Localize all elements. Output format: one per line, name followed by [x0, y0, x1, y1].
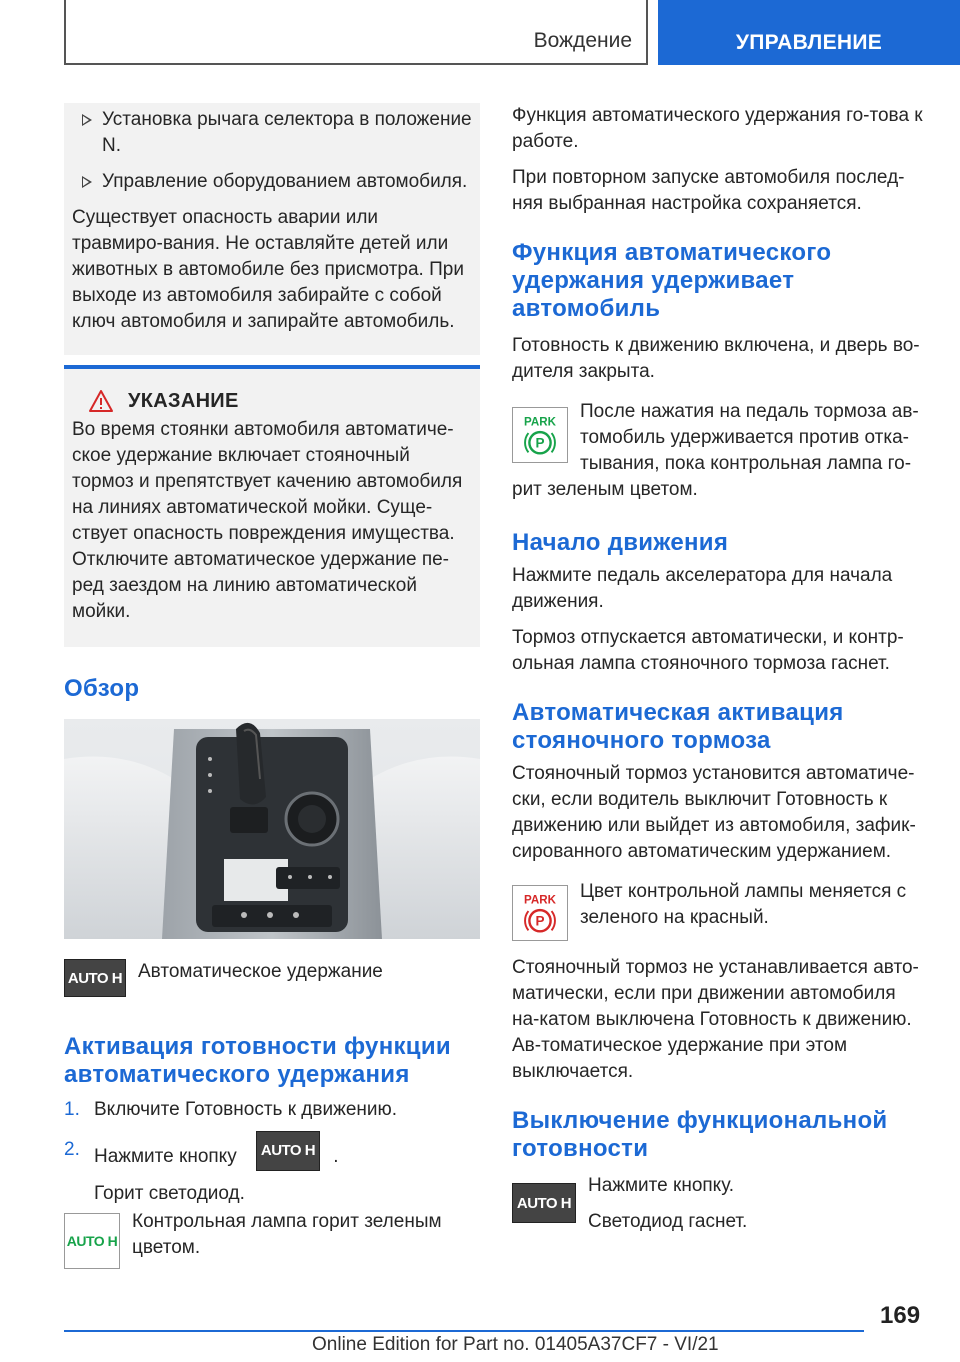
- svg-text:P: P: [535, 435, 545, 451]
- paragraph: Функция автоматического удержания го-това к работе.: [512, 105, 923, 152]
- park-red-icon: [512, 885, 568, 941]
- activation-steps: [64, 1097, 480, 1177]
- park-red-row: [512, 879, 926, 941]
- paragraph: Тормоз отпускается автоматически, и контр-ольная лампа стояночного тормоза гаснет.: [512, 627, 904, 674]
- park-red-text: Цвет контрольной лампы меняется с зеленого на красный.: [580, 881, 907, 928]
- deactivate-heading: Выключение функциональной готовности: [512, 1107, 888, 1162]
- auto-h-caption-row: [64, 959, 480, 997]
- activation-heading: Активация готовности функции автоматического удержания: [64, 1033, 451, 1088]
- svg-text:PARK: PARK: [524, 416, 556, 429]
- header-chapter-title: УПРАВЛЕНИЕ: [735, 31, 883, 54]
- paragraph: Готовность к движению включена, и дверь во-дителя закрыта.: [512, 335, 920, 382]
- lamp-row: [64, 1213, 480, 1269]
- footer-divider: [64, 1330, 864, 1332]
- auto-h-icon[interactable]: AUTO H: [512, 1183, 576, 1223]
- paragraph: Нажмите педаль акселератора для начала движения.: [512, 565, 893, 612]
- svg-text:P: P: [535, 913, 545, 929]
- led-text: Горит светодиод.: [94, 1183, 245, 1204]
- svg-text:PARK: PARK: [524, 894, 556, 907]
- console-illustration: [64, 719, 480, 939]
- photo-caption: Автоматическое удержание: [138, 961, 383, 982]
- park-green-row: [512, 399, 926, 477]
- hold-heading: Функция автоматического удержания удерживает автомобиль: [512, 239, 832, 322]
- note-box: [64, 369, 480, 647]
- paragraph: Стояночный тормоз установится автоматиче-ски, если водитель выключит Готовность к движению или выйдет из автомобиля, зафик-сированного автоматическим удержанием.: [512, 763, 916, 862]
- park-green-icon: [512, 407, 568, 463]
- note-text: Во время стоянки автомобиля автоматиче-ское удержание включает стояночный тормоз и препятствует качению автомобиля на линиях автоматической мойки. Суще-ствует опасность повреждения имущества. Отключите автоматическое удержание пе-ред заездом на линию автоматической мойки.: [72, 419, 463, 622]
- bullet-triangle-icon: [82, 176, 92, 188]
- led-off-text: Светодиод гаснет.: [588, 1211, 748, 1232]
- paragraph: При повторном запуске автомобиля послед-няя выбранная настройка сохраняется.: [512, 167, 905, 214]
- console-photo: [64, 719, 480, 939]
- deactivate-row: [512, 1173, 926, 1235]
- auto-h-icon: AUTO H: [64, 959, 126, 997]
- warning-paragraph: Существует опасность аварии или травмиро-вания. Не оставляйте детей или животных в автомобиле без присмотра. При выходе из автомобиля забирайте с собой ключ автомобиля и запирайте автомобиль.: [72, 207, 464, 332]
- header-section-title: Вождение: [533, 29, 632, 52]
- list-item: 1. Включите Готовность к движению.: [64, 1099, 398, 1120]
- list-item: 2. Нажмите кнопку AUTO H .: [64, 1137, 480, 1177]
- note-header: [88, 389, 472, 413]
- auto-park-heading: Автоматическая активация стояночного тормоза: [512, 699, 844, 754]
- bullet-triangle-icon: [82, 114, 92, 126]
- note-title: УКАЗАНИЕ: [128, 389, 239, 412]
- paragraph: Стояночный тормоз не устанавливается авто-матически, если при движении автомобиля на-катом выключена Готовность к движению. Ав-томатическое удержание при этом выключается.: [512, 957, 919, 1082]
- warning-box: [64, 103, 480, 355]
- right-column: [512, 103, 926, 1235]
- warning-triangle-icon: [88, 389, 114, 413]
- auto-h-green-lamp-icon: AUTO H: [64, 1213, 120, 1269]
- press-button-text: Нажмите кнопку.: [588, 1175, 735, 1196]
- left-column: [64, 103, 480, 1269]
- header-section-box: [64, 0, 648, 65]
- bullet-item: Управление оборудованием автомобиля.: [72, 169, 472, 195]
- footer-edition: Online Edition for Part no. 01405A37CF7 - VI/21: [312, 1334, 719, 1355]
- lamp-text: Контрольная лампа горит зеленым цветом.: [132, 1211, 442, 1258]
- auto-h-button-icon[interactable]: AUTO H: [256, 1131, 320, 1171]
- bullet-item: Установка рычага селектора в положение N.: [72, 107, 472, 159]
- overview-heading: Обзор: [64, 675, 140, 702]
- start-heading: Начало движения: [512, 529, 729, 556]
- header-chapter-tab[interactable]: [658, 0, 960, 65]
- park-green-text: После нажатия на педаль тормоза ав-томобиль удерживается против отка-тывания, пока контрольная лампа го-: [580, 401, 919, 474]
- page-number: 169: [880, 1302, 921, 1329]
- paragraph: рит зеленым цветом.: [512, 479, 698, 500]
